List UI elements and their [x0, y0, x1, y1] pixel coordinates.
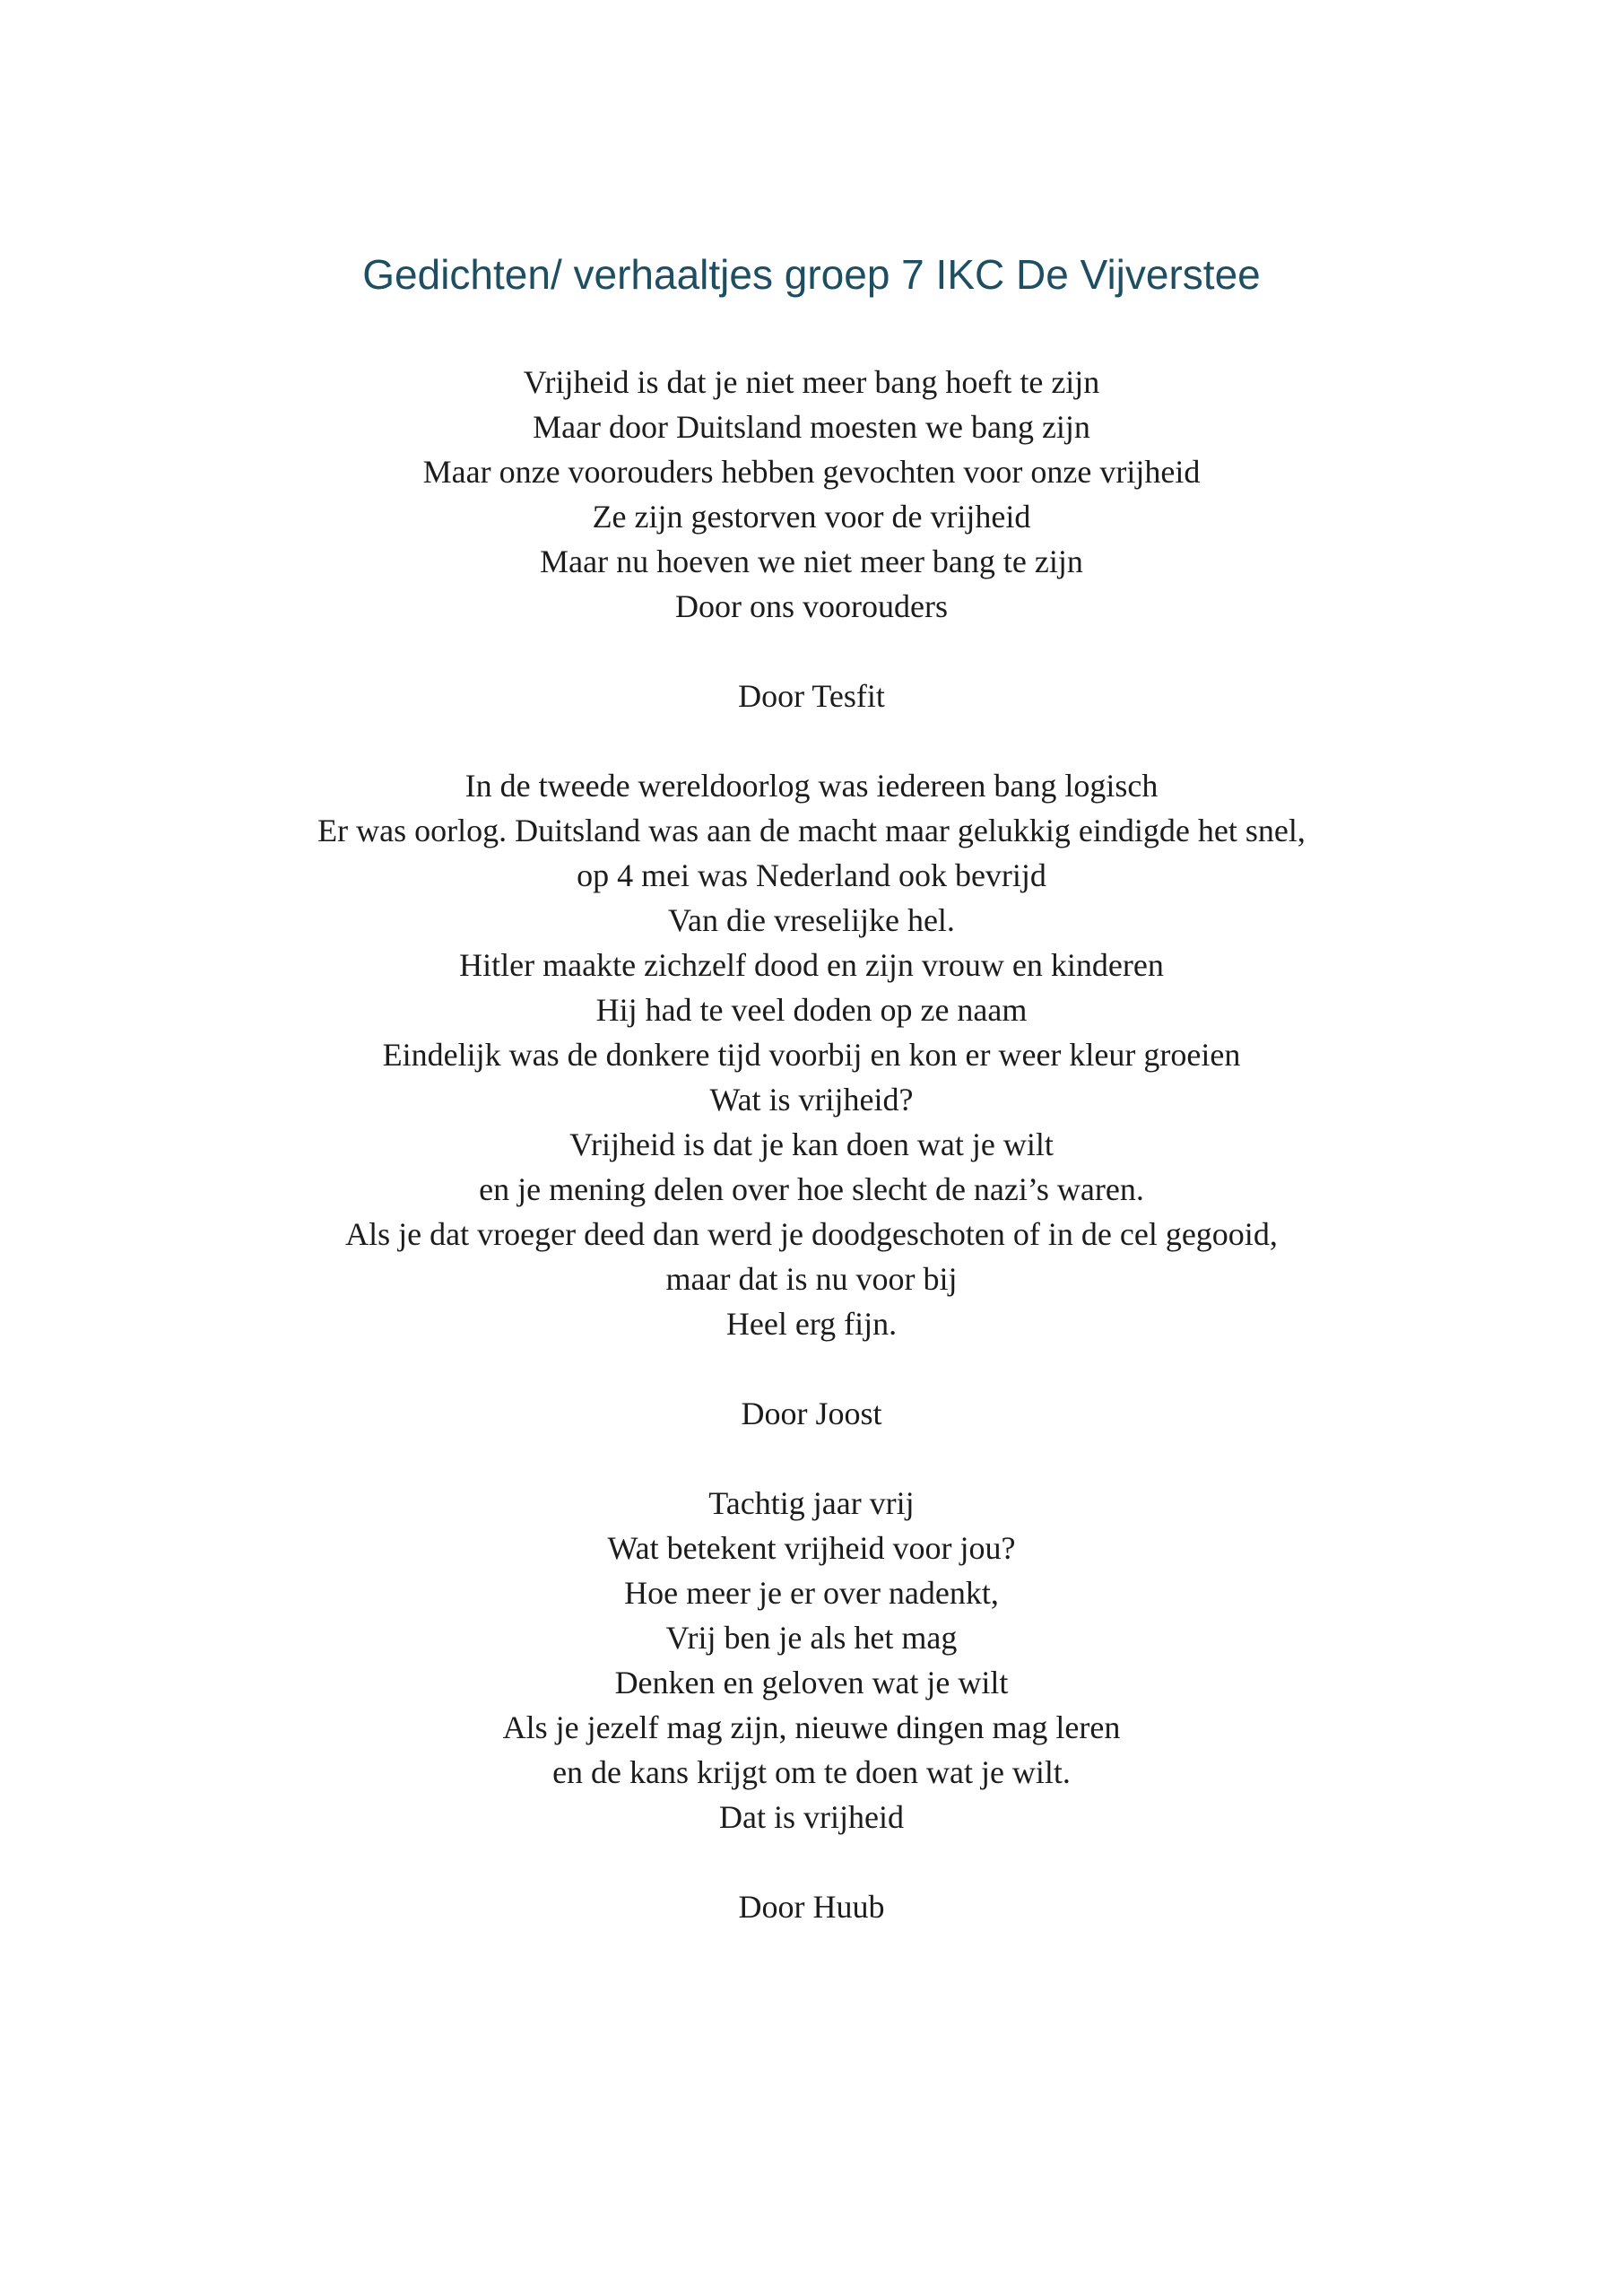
poem-line: Vrijheid is dat je niet meer bang hoeft te zijn: [523, 364, 1100, 400]
poem-line: Ze zijn gestorven voor de vrijheid: [592, 499, 1031, 535]
poem-huub: [0, 1481, 1623, 1839]
poem-author-tesfit: Door Tesfit: [738, 678, 885, 714]
poem-line: Hoe meer je er over nadenkt,: [624, 1575, 999, 1611]
poem-line: Maar door Duitsland moesten we bang zijn: [533, 409, 1090, 445]
poem-line: In de tweede wereldoorlog was iedereen bang logisch: [464, 768, 1159, 804]
poem-line: Heel erg fijn.: [725, 1306, 898, 1342]
poem-line: op 4 mei was Nederland ook bevrijd: [577, 857, 1046, 893]
poem-line: en je mening delen over hoe slecht de nazi’s waren.: [479, 1171, 1144, 1207]
poem-line: Denken en geloven wat je wilt: [614, 1665, 1009, 1700]
poem-line: Wat is vrijheid?: [709, 1082, 914, 1118]
poem-tesfit: [0, 360, 1623, 629]
poem-line: Maar onze voorouders hebben gevochten voor onze vrijheid: [422, 454, 1201, 490]
poem-line: Hij had te veel doden op ze naam: [595, 992, 1028, 1028]
poem-line: Vrijheid is dat je kan doen wat je wilt: [569, 1126, 1054, 1162]
poem-line: en de kans krijgt om te doen wat je wilt.: [552, 1754, 1071, 1790]
poem-line: Eindelijk was de donkere tijd voorbij en kon er weer kleur groeien: [382, 1037, 1241, 1073]
poem-line: Maar nu hoeven we niet meer bang te zijn: [540, 544, 1083, 579]
poem-line: Tachtig jaar vrij: [708, 1485, 915, 1521]
poem-line: Van die vreselijke hel.: [668, 902, 955, 938]
poem-joost: [0, 763, 1623, 1346]
poem-line: Wat betekent vrijheid voor jou?: [607, 1530, 1016, 1566]
poem-line: Als je jezelf mag zijn, nieuwe dingen mag leren: [502, 1709, 1121, 1745]
page-title: Gedichten/ verhaaltjes groep 7 IKC De Vijverstee: [362, 251, 1261, 298]
poem-line: maar dat is nu voor bij: [665, 1261, 958, 1297]
poem-line: Door ons voorouders: [675, 588, 948, 624]
poem-author-huub: Door Huub: [738, 1889, 885, 1925]
poem-line: Als je dat vroeger deed dan werd je doodgeschoten of in de cel gegooid,: [345, 1216, 1278, 1252]
poem-line: Vrij ben je als het mag: [665, 1620, 958, 1656]
poem-line: Er was oorlog. Duitsland was aan de macht maar gelukkig eindigde het snel,: [317, 813, 1306, 848]
poem-line: Dat is vrijheid: [719, 1799, 904, 1835]
poem-author-joost: Door Joost: [741, 1396, 882, 1431]
poem-line: Hitler maakte zichzelf dood en zijn vrouw en kinderen: [459, 947, 1164, 983]
